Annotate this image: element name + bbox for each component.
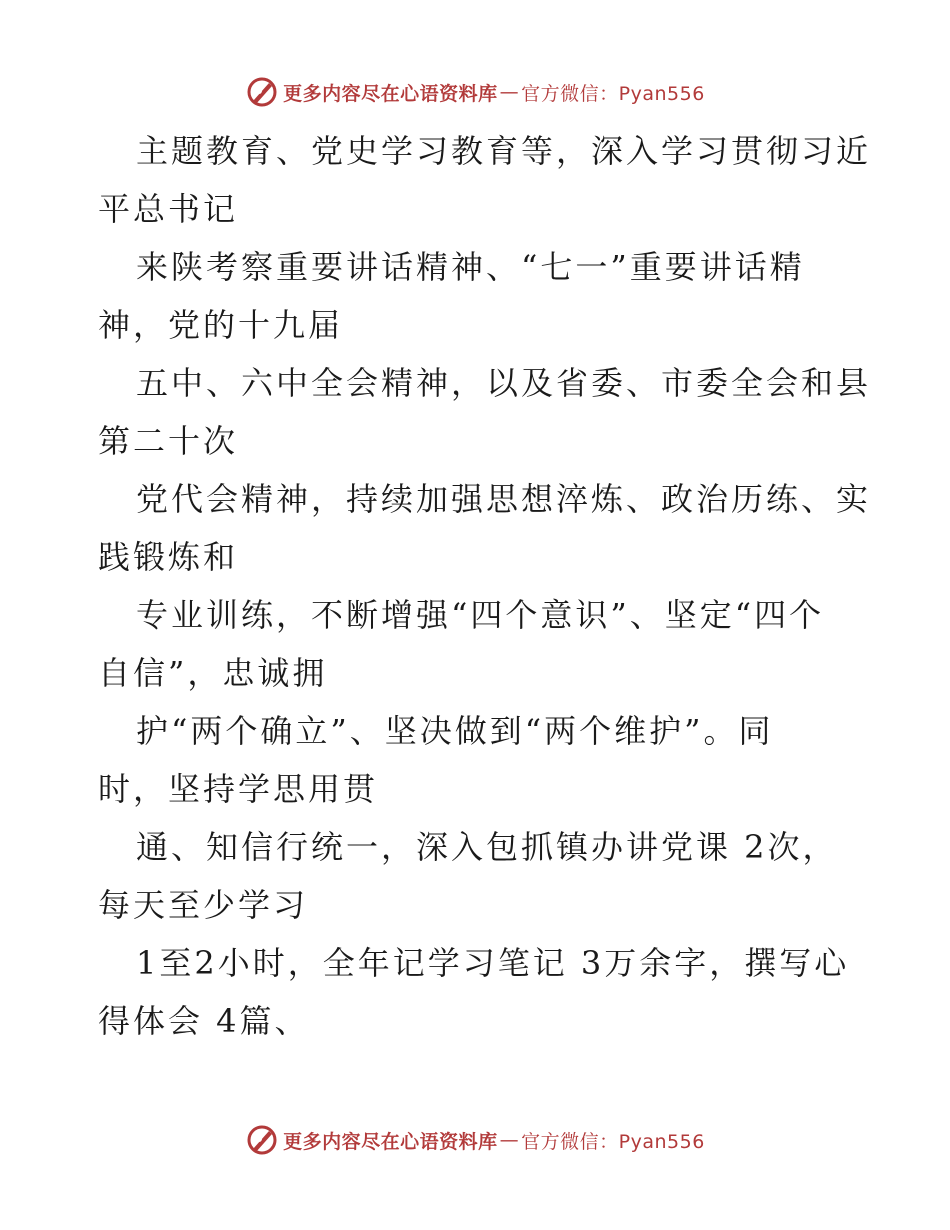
text-line: 践锻炼和	[98, 538, 239, 576]
watermark-separator: —	[499, 1129, 520, 1151]
watermark-contact: 官方微信：Pyan556	[521, 1130, 705, 1153]
text-line: 神，党的十九届	[98, 306, 344, 344]
watermark-text: 更多内容尽在心语资料库	[283, 82, 498, 105]
text-line: 通、知信行统一，深入包抓镇办讲党课 2次，	[136, 828, 838, 866]
text-line: 党代会精神，持续加强思想淬炼、政治历练、实	[136, 480, 872, 518]
watermark-separator: —	[499, 81, 520, 103]
text-line: 得体会 4篇、	[98, 1002, 310, 1040]
text-line: 自信”，忠诚拥	[98, 654, 328, 692]
header-watermark	[0, 72, 950, 112]
document-body	[98, 122, 872, 1050]
text-line: 平总书记	[98, 190, 239, 228]
watermark-contact: 官方微信：Pyan556	[521, 82, 705, 105]
text-line: 护“两个确立”、坚决做到“两个维护”。同	[136, 712, 774, 750]
text-line: 主题教育、党史学习教育等，深入学习贯彻习近	[136, 132, 872, 170]
brand-logo-icon	[245, 1123, 279, 1157]
brand-logo-icon	[245, 75, 279, 109]
text-line: 1至2小时，全年记学习笔记 3万余字，撰写心	[136, 944, 850, 982]
text-line: 来陕考察重要讲话精神、“七一”重要讲话精	[136, 248, 805, 286]
text-line: 专业训练，不断增强“四个意识”、坚定“四个	[136, 596, 825, 634]
text-line: 时，坚持学思用贯	[98, 770, 379, 808]
text-line: 每天至少学习	[98, 886, 309, 924]
footer-watermark	[0, 1120, 950, 1160]
text-line: 五中、六中全会精神，以及省委、市委全会和县	[136, 364, 872, 402]
watermark-text: 更多内容尽在心语资料库	[283, 1130, 498, 1153]
text-line: 第二十次	[98, 422, 239, 460]
